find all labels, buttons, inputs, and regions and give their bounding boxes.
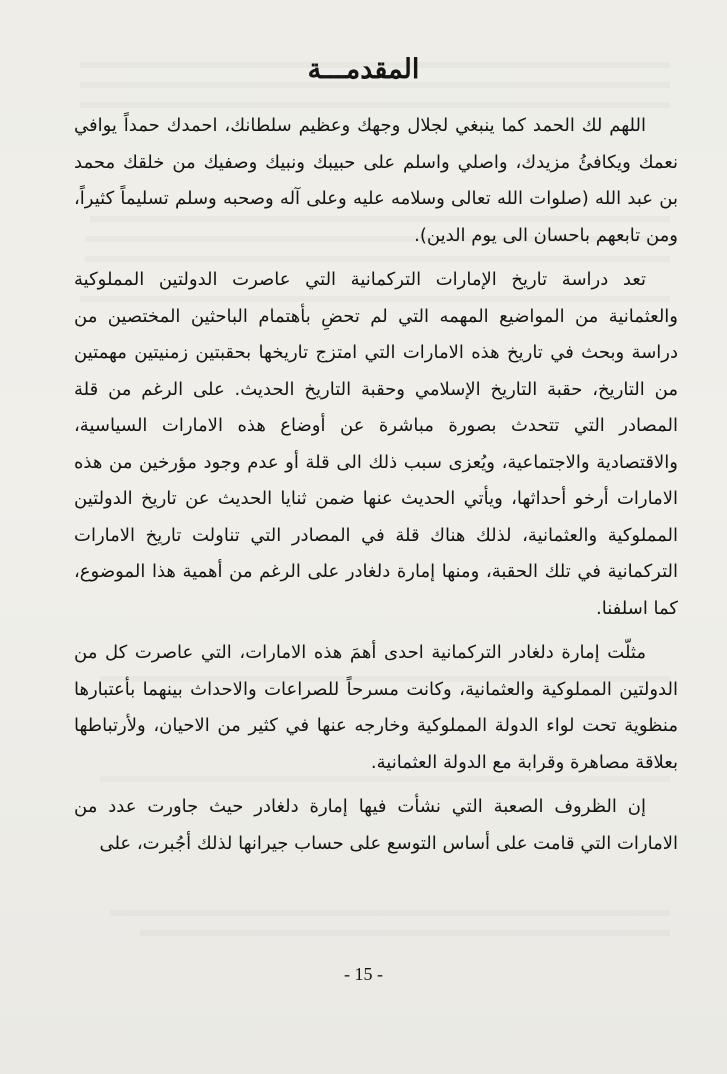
page-number: - 15 - <box>344 964 383 984</box>
paragraph-dulkadir-role: مثلّت إمارة دلغادر التركمانية احدى أهمَ هذه الامارات، التي عاصرت كل من الدولتين المملوكية والعثمانية، وكانت مسرحاً للصراعات والاحداث بينهما بأعتبارها منظوية تحت لواء الدولة المملوكية وخارجه عنها في كثير من الاحيان، ولأرتباطها بعلاقة مصاهرة وقرابة مع الدولة العثمانية. <box>74 642 678 773</box>
paragraph-dulkadir-conditions: إن الظروف الصعبة التي نشأت فيها إمارة دلغادر حيث جاورت عدد من الامارات التي قامت على أساس التوسع على حساب جيرانها لذلك أجُبرت، على <box>74 796 678 854</box>
body-text <box>74 108 678 870</box>
paragraph-opening-prayer: اللهم لك الحمد كما ينبغي لجلال وجهك وعظيم سلطانك، احمدك حمداً يوافي نعمك ويكافئُ مزيدك، واصلي واسلم على حبيبك ونبيك وصفيك من خلقك محمد بن عبد الله (صلوات الله تعالى وسلامه عليه وعلى آله وصحبه وسلم تسليماً كثيراً، ومن تابعهم باحسان الى يوم الدين). <box>74 115 678 246</box>
paragraph-study-importance: تعد دراسة تاريخ الإمارات التركمانية التي عاصرت الدولتين المملوكية والعثمانية من المواضيع المهمه التي لم تحضِ بأهتمام الباحثين المختصين من دراسة وبحث في تاريخ هذه الامارات التي امتزج تاريخها بحقبتين زمنيتين مهمتين من التاريخ، حقبة التاريخ الإسلامي وحقبة التاريخ الحديث. على الرغم من قلة المصادر التي تتحدث بصورة مباشرة عن أوضاع هذه الامارات السياسية، والاقتصادية والاجتماعية، ويُعزى سبب ذلك الى قلة أو عدم وجود مؤرخين من هذه الامارات أرخو أحداثها، ويأتي الحديث عنها ضمن ثنايا الحديث عن تاريخ الدولتين المملوكية والعثمانية، لذلك هناك قلة في المصادر التي تناولت تاريخ الامارات التركمانية في تلك الحقبة، ومنها إمارة دلغادر على الرغم من أهمية هذا الموضوع، كما اسلفنا. <box>74 269 678 619</box>
page-title: المقدمـــة <box>307 54 420 85</box>
